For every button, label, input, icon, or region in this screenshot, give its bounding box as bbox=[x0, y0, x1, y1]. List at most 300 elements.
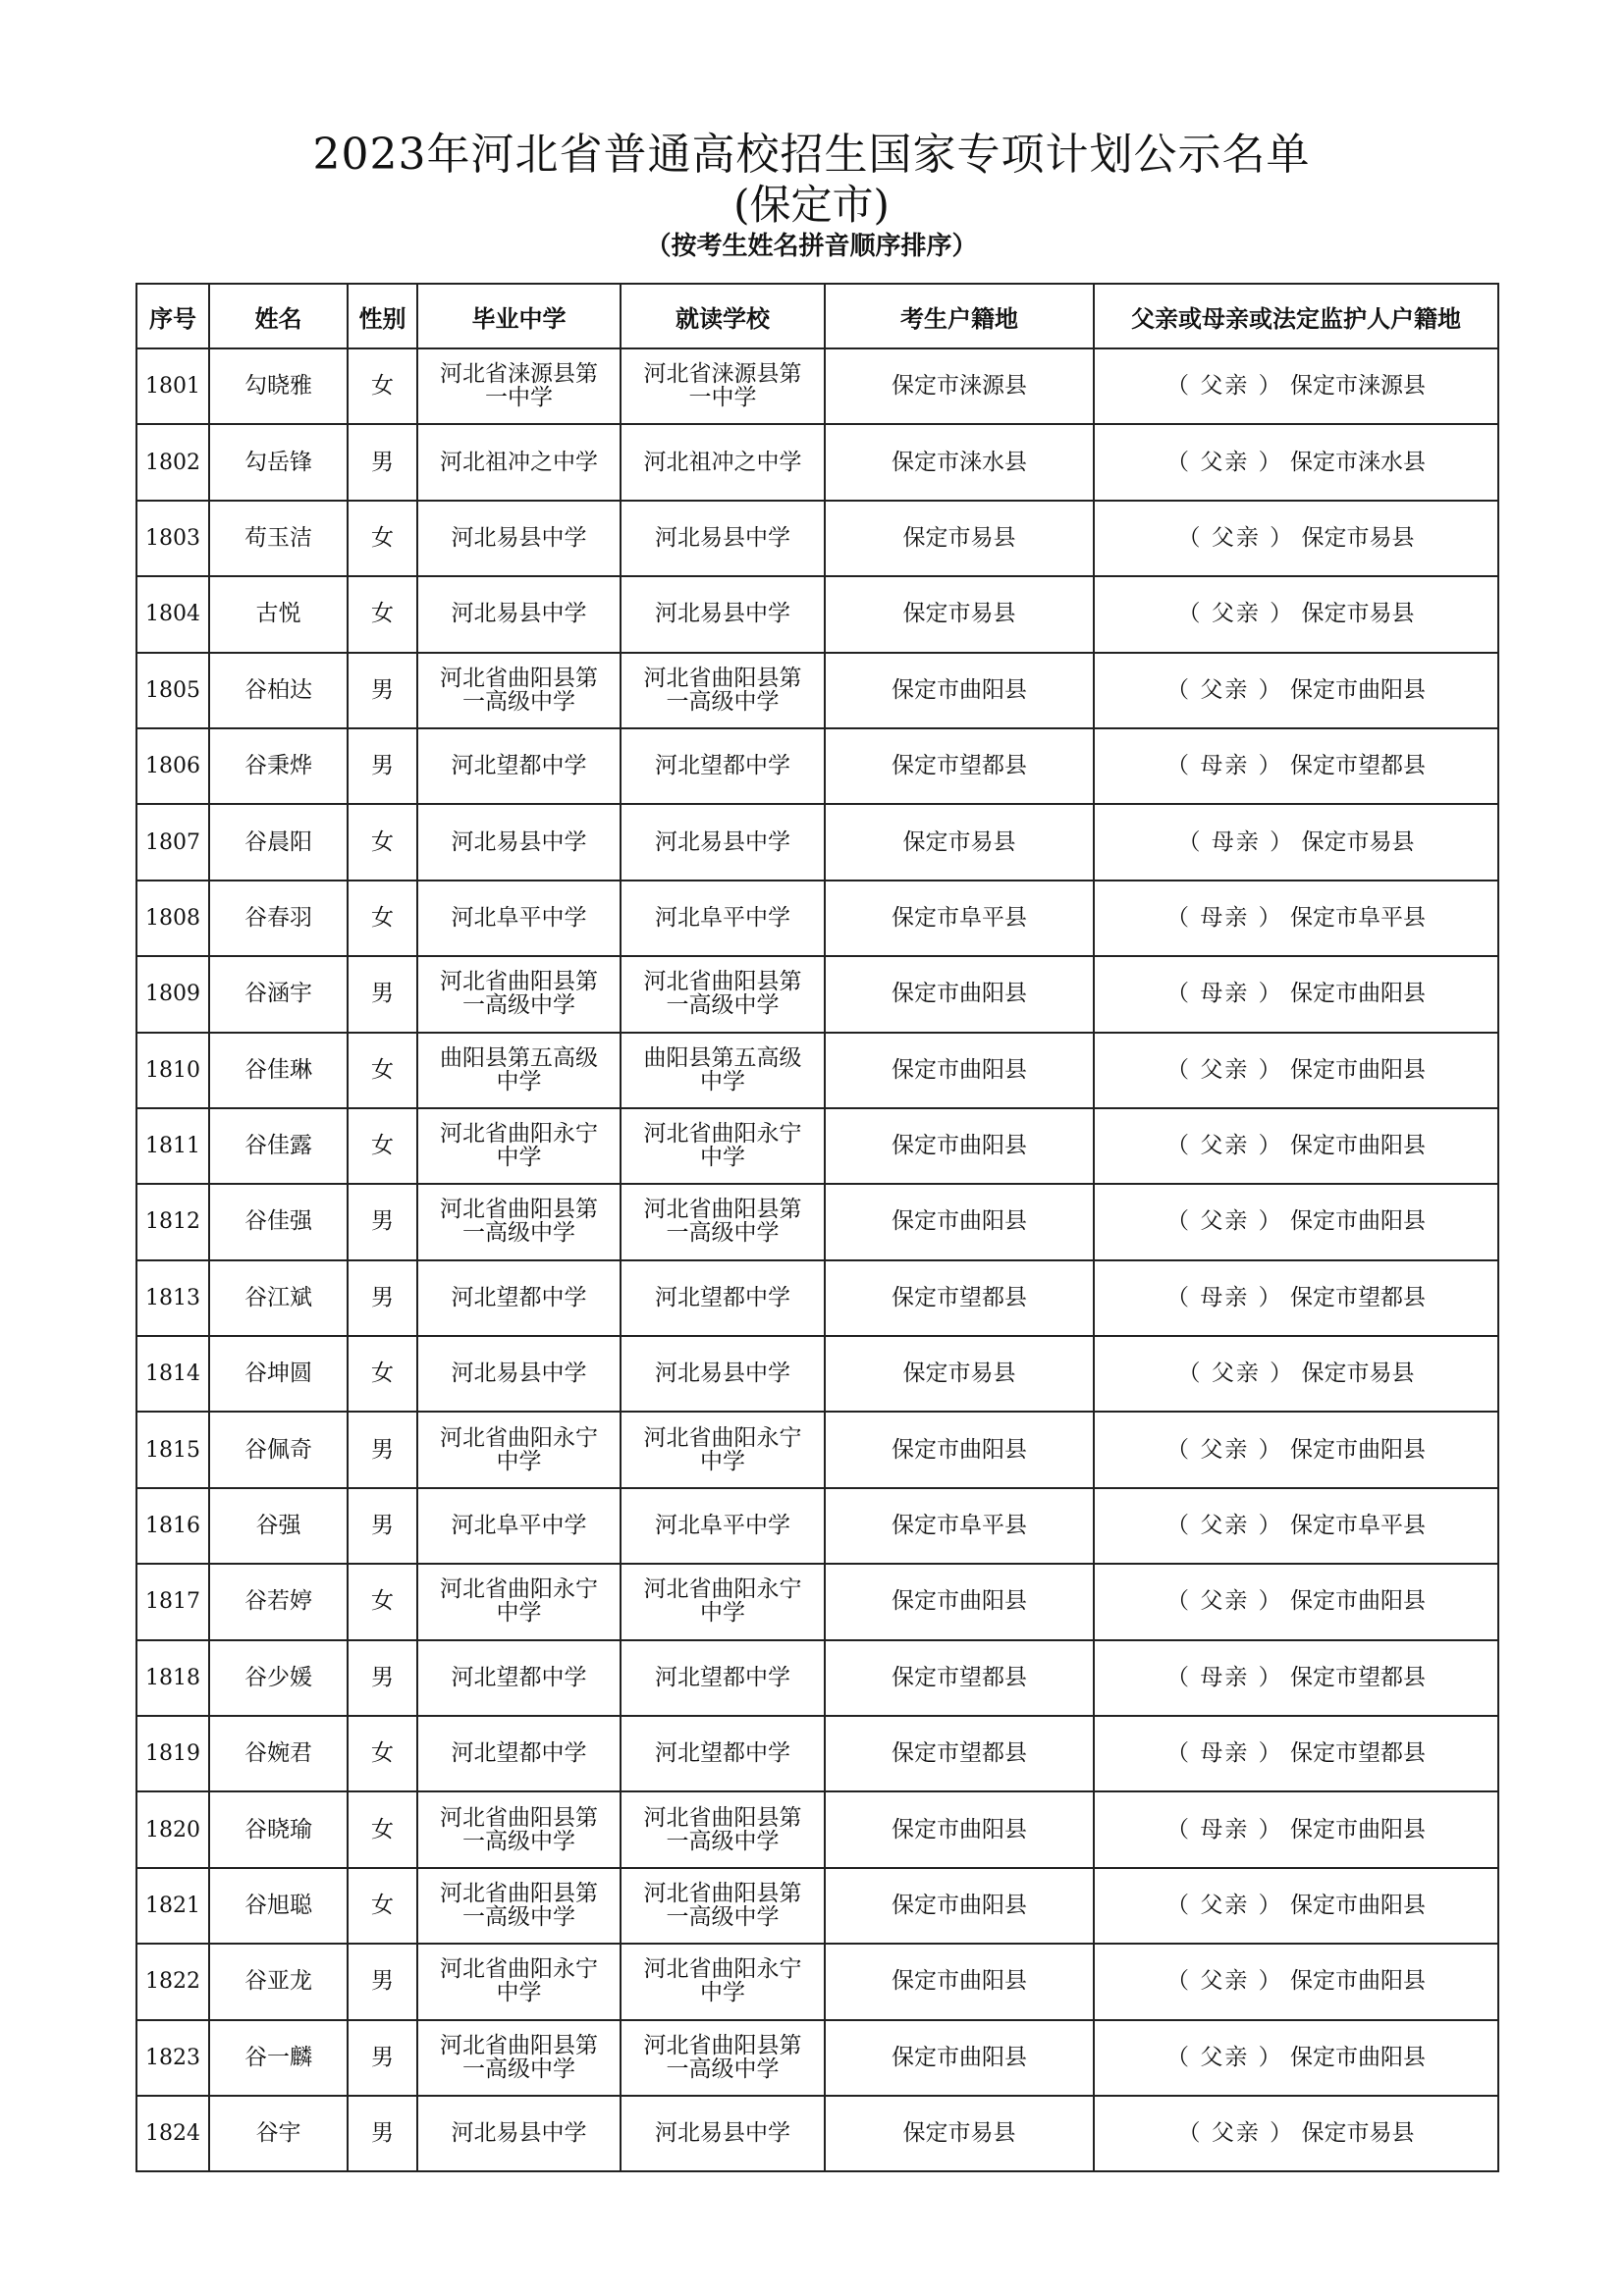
table-row bbox=[136, 1108, 1498, 1184]
guardian-place: 保定市阜平县 bbox=[1289, 904, 1426, 931]
cell-household: 保定市曲阳县 bbox=[825, 1944, 1094, 2019]
table-row bbox=[136, 1868, 1498, 1944]
guardian-relation: （ 父亲 ） bbox=[1177, 524, 1295, 551]
cell-gender: 男 bbox=[348, 1412, 417, 1487]
guardian-relation: （ 母亲 ） bbox=[1166, 1740, 1283, 1767]
table-row bbox=[136, 728, 1498, 804]
guardian-place: 保定市曲阳县 bbox=[1289, 1208, 1426, 1235]
cell-household: 保定市望都县 bbox=[825, 1716, 1094, 1791]
cell-gender: 女 bbox=[348, 501, 417, 576]
cell-grad-school-text: 河北省曲阳永宁中学 bbox=[440, 1956, 598, 2006]
cell-grad-school-text: 河北省曲阳县第一高级中学 bbox=[440, 665, 598, 715]
cell-grad-school-text: 河北望都中学 bbox=[451, 1664, 587, 1690]
cell-current-school bbox=[621, 1412, 825, 1487]
cell-name: 谷秉烨 bbox=[209, 728, 348, 804]
cell-gender: 男 bbox=[348, 728, 417, 804]
header-grad-school: 毕业中学 bbox=[417, 284, 621, 348]
cell-grad-school-text: 河北易县中学 bbox=[451, 601, 587, 627]
cell-grad-school bbox=[417, 501, 621, 576]
cell-grad-school-text: 河北易县中学 bbox=[451, 2120, 587, 2147]
cell-name: 谷佳强 bbox=[209, 1184, 348, 1259]
cell-gender: 女 bbox=[348, 348, 417, 424]
cell-current-school bbox=[621, 804, 825, 880]
cell-household: 保定市曲阳县 bbox=[825, 1412, 1094, 1487]
cell-grad-school bbox=[417, 1108, 621, 1184]
guardian-relation: （ 母亲 ） bbox=[1166, 904, 1283, 931]
guardian-relation: （ 父亲 ） bbox=[1166, 1893, 1283, 1918]
table-row bbox=[136, 1260, 1498, 1336]
cell-guardian bbox=[1094, 1033, 1498, 1108]
cell-grad-school-text: 河北省曲阳县第一高级中学 bbox=[440, 1804, 598, 1854]
cell-current-school bbox=[621, 1108, 825, 1184]
guardian-place: 保定市曲阳县 bbox=[1289, 1056, 1426, 1083]
cell-current-school-text: 曲阳县第五高级中学 bbox=[643, 1044, 802, 1095]
table-row bbox=[136, 501, 1498, 576]
cell-current-school bbox=[621, 2096, 825, 2171]
cell-grad-school-text: 河北省曲阳县第一高级中学 bbox=[440, 969, 598, 1019]
cell-guardian bbox=[1094, 653, 1498, 728]
table-row bbox=[136, 1791, 1498, 1867]
guardian-relation: （ 父亲 ） bbox=[1166, 1588, 1283, 1615]
cell-gender: 女 bbox=[348, 1336, 417, 1412]
cell-seq: 1808 bbox=[136, 881, 209, 956]
guardian-relation: （ 父亲 ） bbox=[1166, 1133, 1283, 1159]
table-row bbox=[136, 1944, 1498, 2019]
cell-name: 谷春羽 bbox=[209, 881, 348, 956]
table-row bbox=[136, 1564, 1498, 1639]
cell-gender: 男 bbox=[348, 1260, 417, 1336]
cell-grad-school-text: 河北省曲阳县第一高级中学 bbox=[440, 1197, 598, 1247]
cell-household: 保定市曲阳县 bbox=[825, 2020, 1094, 2096]
cell-current-school-text: 河北省曲阳县第一高级中学 bbox=[643, 665, 802, 715]
cell-gender: 女 bbox=[348, 881, 417, 956]
cell-grad-school-text: 河北省曲阳永宁中学 bbox=[440, 1424, 598, 1474]
cell-seq: 1824 bbox=[136, 2096, 209, 2171]
cell-grad-school-text: 河北望都中学 bbox=[451, 753, 587, 779]
table-row bbox=[136, 804, 1498, 880]
cell-name: 谷亚龙 bbox=[209, 1944, 348, 2019]
guardian-relation: （ 父亲 ） bbox=[1166, 449, 1283, 475]
guardian-place: 保定市曲阳县 bbox=[1289, 676, 1426, 703]
cell-household: 保定市望都县 bbox=[825, 728, 1094, 804]
guardian-relation: （ 父亲 ） bbox=[1166, 676, 1283, 703]
guardian-place: 保定市望都县 bbox=[1289, 753, 1426, 779]
cell-current-school bbox=[621, 728, 825, 804]
cell-household: 保定市曲阳县 bbox=[825, 1184, 1094, 1259]
cell-name: 谷柏达 bbox=[209, 653, 348, 728]
cell-current-school-text: 河北易县中学 bbox=[655, 828, 790, 855]
guardian-place: 保定市曲阳县 bbox=[1289, 1968, 1426, 1995]
cell-gender: 女 bbox=[348, 1716, 417, 1791]
guardian-place: 保定市望都县 bbox=[1289, 1664, 1426, 1690]
cell-name: 谷佳露 bbox=[209, 1108, 348, 1184]
cell-household: 保定市曲阳县 bbox=[825, 956, 1094, 1032]
cell-gender: 男 bbox=[348, 2096, 417, 2171]
guardian-relation: （ 父亲 ） bbox=[1177, 2120, 1295, 2147]
cell-name: 谷佩奇 bbox=[209, 1412, 348, 1487]
guardian-place: 保定市涞源县 bbox=[1289, 373, 1426, 400]
cell-current-school-text: 河北望都中学 bbox=[655, 1740, 790, 1767]
cell-grad-school-text: 河北省曲阳永宁中学 bbox=[440, 1121, 598, 1171]
guardian-place: 保定市易县 bbox=[1301, 524, 1415, 551]
guardian-place: 保定市易县 bbox=[1301, 1361, 1415, 1387]
cell-household: 保定市阜平县 bbox=[825, 1488, 1094, 1564]
cell-current-school bbox=[621, 1184, 825, 1259]
cell-grad-school-text: 曲阳县第五高级中学 bbox=[440, 1044, 598, 1095]
table-row bbox=[136, 956, 1498, 1032]
guardian-relation: （ 母亲 ） bbox=[1166, 1664, 1283, 1690]
guardian-relation: （ 母亲 ） bbox=[1166, 1816, 1283, 1842]
table-header-row bbox=[136, 284, 1498, 348]
cell-name: 勾岳锋 bbox=[209, 424, 348, 500]
cell-seq: 1821 bbox=[136, 1868, 209, 1944]
cell-guardian bbox=[1094, 728, 1498, 804]
cell-current-school-text: 河北省曲阳永宁中学 bbox=[643, 1576, 802, 1627]
cell-guardian bbox=[1094, 501, 1498, 576]
cell-grad-school bbox=[417, 576, 621, 652]
cell-current-school-text: 河北易县中学 bbox=[655, 601, 790, 627]
cell-grad-school-text: 河北易县中学 bbox=[451, 524, 587, 551]
cell-name: 古悦 bbox=[209, 576, 348, 652]
cell-guardian bbox=[1094, 1944, 1498, 2019]
table-row bbox=[136, 881, 1498, 956]
cell-current-school-text: 河北省曲阳永宁中学 bbox=[643, 1121, 802, 1171]
cell-grad-school bbox=[417, 1033, 621, 1108]
cell-grad-school-text: 河北省曲阳永宁中学 bbox=[440, 1576, 598, 1627]
guardian-place: 保定市望都县 bbox=[1289, 1740, 1426, 1767]
cell-household: 保定市曲阳县 bbox=[825, 653, 1094, 728]
guardian-place: 保定市易县 bbox=[1301, 828, 1415, 855]
cell-current-school bbox=[621, 501, 825, 576]
cell-name: 谷涵宇 bbox=[209, 956, 348, 1032]
table-row bbox=[136, 1488, 1498, 1564]
cell-gender: 女 bbox=[348, 1564, 417, 1639]
cell-grad-school-text: 河北省曲阳县第一高级中学 bbox=[440, 1881, 598, 1930]
cell-gender: 女 bbox=[348, 804, 417, 880]
cell-current-school-text: 河北望都中学 bbox=[655, 1284, 790, 1310]
cell-gender: 男 bbox=[348, 653, 417, 728]
cell-grad-school bbox=[417, 1336, 621, 1412]
table-row bbox=[136, 2020, 1498, 2096]
cell-grad-school bbox=[417, 1412, 621, 1487]
cell-seq: 1809 bbox=[136, 956, 209, 1032]
cell-guardian bbox=[1094, 1868, 1498, 1944]
cell-household: 保定市曲阳县 bbox=[825, 1791, 1094, 1867]
cell-guardian bbox=[1094, 1412, 1498, 1487]
cell-name: 苟玉洁 bbox=[209, 501, 348, 576]
cell-seq: 1810 bbox=[136, 1033, 209, 1108]
cell-gender: 男 bbox=[348, 1184, 417, 1259]
cell-name: 勾晓雅 bbox=[209, 348, 348, 424]
cell-grad-school bbox=[417, 1791, 621, 1867]
cell-grad-school-text: 河北省曲阳县第一高级中学 bbox=[440, 2032, 598, 2082]
cell-name: 谷晓瑜 bbox=[209, 1791, 348, 1867]
cell-name: 谷若婷 bbox=[209, 1564, 348, 1639]
cell-current-school-text: 河北省曲阳县第一高级中学 bbox=[643, 1804, 802, 1854]
cell-gender: 男 bbox=[348, 424, 417, 500]
cell-grad-school bbox=[417, 1564, 621, 1639]
cell-current-school bbox=[621, 1640, 825, 1716]
cell-grad-school-text: 河北易县中学 bbox=[451, 1361, 587, 1387]
guardian-relation: （ 父亲 ） bbox=[1166, 1208, 1283, 1235]
header-guardian: 父亲或母亲或法定监护人户籍地 bbox=[1094, 284, 1498, 348]
cell-guardian bbox=[1094, 1488, 1498, 1564]
cell-gender: 女 bbox=[348, 1033, 417, 1108]
cell-grad-school bbox=[417, 348, 621, 424]
cell-guardian bbox=[1094, 1716, 1498, 1791]
cell-current-school-text: 河北易县中学 bbox=[655, 2120, 790, 2147]
table-row bbox=[136, 1033, 1498, 1108]
table-row bbox=[136, 653, 1498, 728]
cell-guardian bbox=[1094, 1108, 1498, 1184]
cell-name: 谷江斌 bbox=[209, 1260, 348, 1336]
page-title: 2023年河北省普通高校招生国家专项计划公示名单 bbox=[312, 130, 1311, 180]
cell-current-school-text: 河北望都中学 bbox=[655, 1664, 790, 1690]
cell-grad-school bbox=[417, 1488, 621, 1564]
cell-seq: 1807 bbox=[136, 804, 209, 880]
cell-guardian bbox=[1094, 1640, 1498, 1716]
cell-current-school-text: 河北省曲阳永宁中学 bbox=[643, 1956, 802, 2006]
cell-grad-school bbox=[417, 2096, 621, 2171]
cell-seq: 1801 bbox=[136, 348, 209, 424]
cell-current-school bbox=[621, 956, 825, 1032]
table-row bbox=[136, 1336, 1498, 1412]
header-current-school: 就读学校 bbox=[621, 284, 825, 348]
cell-current-school bbox=[621, 1944, 825, 2019]
cell-household: 保定市望都县 bbox=[825, 1640, 1094, 1716]
cell-seq: 1811 bbox=[136, 1108, 209, 1184]
cell-household: 保定市涞水县 bbox=[825, 424, 1094, 500]
cell-current-school bbox=[621, 1488, 825, 1564]
cell-current-school bbox=[621, 2020, 825, 2096]
cell-seq: 1815 bbox=[136, 1412, 209, 1487]
cell-grad-school bbox=[417, 424, 621, 500]
cell-current-school-text: 河北省涞源县第一中学 bbox=[643, 361, 802, 411]
cell-gender: 女 bbox=[348, 1108, 417, 1184]
cell-name: 谷佳琳 bbox=[209, 1033, 348, 1108]
guardian-place: 保定市阜平县 bbox=[1289, 1513, 1426, 1539]
guardian-relation: （ 父亲 ） bbox=[1166, 1436, 1283, 1463]
cell-current-school-text: 河北省曲阳县第一高级中学 bbox=[643, 2032, 802, 2082]
cell-grad-school-text: 河北易县中学 bbox=[451, 828, 587, 855]
cell-grad-school-text: 河北望都中学 bbox=[451, 1284, 587, 1310]
table-row bbox=[136, 2096, 1498, 2171]
cell-name: 谷婉君 bbox=[209, 1716, 348, 1791]
guardian-place: 保定市曲阳县 bbox=[1289, 981, 1426, 1007]
guardian-relation: （ 母亲 ） bbox=[1166, 1284, 1283, 1310]
cell-household: 保定市阜平县 bbox=[825, 881, 1094, 956]
guardian-place: 保定市易县 bbox=[1301, 601, 1415, 627]
cell-gender: 男 bbox=[348, 1640, 417, 1716]
cell-name: 谷一麟 bbox=[209, 2020, 348, 2096]
cell-household: 保定市曲阳县 bbox=[825, 1033, 1094, 1108]
guardian-relation: （ 父亲 ） bbox=[1177, 1361, 1295, 1387]
cell-guardian bbox=[1094, 2096, 1498, 2171]
table-row bbox=[136, 348, 1498, 424]
cell-household: 保定市涞源县 bbox=[825, 348, 1094, 424]
cell-guardian bbox=[1094, 1184, 1498, 1259]
guardian-place: 保定市望都县 bbox=[1289, 1284, 1426, 1310]
cell-household: 保定市易县 bbox=[825, 1336, 1094, 1412]
cell-current-school bbox=[621, 1868, 825, 1944]
cell-current-school bbox=[621, 653, 825, 728]
header-name: 姓名 bbox=[209, 284, 348, 348]
cell-current-school-text: 河北易县中学 bbox=[655, 524, 790, 551]
guardian-relation: （ 母亲 ） bbox=[1177, 828, 1295, 855]
cell-current-school bbox=[621, 881, 825, 956]
guardian-relation: （ 父亲 ） bbox=[1177, 601, 1295, 627]
cell-gender: 女 bbox=[348, 1791, 417, 1867]
cell-gender: 男 bbox=[348, 1488, 417, 1564]
guardian-place: 保定市曲阳县 bbox=[1289, 1133, 1426, 1159]
cell-gender: 女 bbox=[348, 576, 417, 652]
cell-grad-school bbox=[417, 1260, 621, 1336]
cell-grad-school bbox=[417, 1868, 621, 1944]
cell-name: 谷宇 bbox=[209, 2096, 348, 2171]
cell-grad-school bbox=[417, 653, 621, 728]
cell-current-school-text: 河北望都中学 bbox=[655, 753, 790, 779]
cell-current-school-text: 河北易县中学 bbox=[655, 1361, 790, 1387]
cell-current-school bbox=[621, 1033, 825, 1108]
header-household: 考生户籍地 bbox=[825, 284, 1094, 348]
cell-grad-school-text: 河北阜平中学 bbox=[451, 904, 587, 931]
cell-household: 保定市易县 bbox=[825, 804, 1094, 880]
cell-guardian bbox=[1094, 2020, 1498, 2096]
cell-gender: 男 bbox=[348, 2020, 417, 2096]
cell-current-school-text: 河北省曲阳永宁中学 bbox=[643, 1424, 802, 1474]
cell-current-school-text: 河北祖冲之中学 bbox=[643, 449, 802, 475]
guardian-place: 保定市易县 bbox=[1301, 2120, 1415, 2147]
guardian-place: 保定市曲阳县 bbox=[1289, 1588, 1426, 1615]
cell-seq: 1812 bbox=[136, 1184, 209, 1259]
cell-name: 谷旭聪 bbox=[209, 1868, 348, 1944]
table-row bbox=[136, 1412, 1498, 1487]
cell-seq: 1823 bbox=[136, 2020, 209, 2096]
cell-guardian bbox=[1094, 424, 1498, 500]
table-row bbox=[136, 1184, 1498, 1259]
cell-current-school-text: 河北阜平中学 bbox=[655, 904, 790, 931]
cell-name: 谷少媛 bbox=[209, 1640, 348, 1716]
guardian-relation: （ 父亲 ） bbox=[1166, 373, 1283, 400]
guardian-relation: （ 母亲 ） bbox=[1166, 981, 1283, 1007]
cell-grad-school bbox=[417, 1184, 621, 1259]
cell-current-school-text: 河北阜平中学 bbox=[655, 1513, 790, 1539]
cell-household: 保定市曲阳县 bbox=[825, 1564, 1094, 1639]
cell-guardian bbox=[1094, 576, 1498, 652]
cell-seq: 1806 bbox=[136, 728, 209, 804]
cell-grad-school bbox=[417, 728, 621, 804]
cell-household: 保定市易县 bbox=[825, 2096, 1094, 2171]
cell-household: 保定市曲阳县 bbox=[825, 1108, 1094, 1184]
cell-grad-school bbox=[417, 956, 621, 1032]
cell-guardian bbox=[1094, 1564, 1498, 1639]
cell-gender: 男 bbox=[348, 1944, 417, 2019]
cell-grad-school bbox=[417, 1716, 621, 1791]
cell-grad-school-text: 河北阜平中学 bbox=[451, 1513, 587, 1539]
cell-seq: 1804 bbox=[136, 576, 209, 652]
cell-seq: 1818 bbox=[136, 1640, 209, 1716]
table-row bbox=[136, 424, 1498, 500]
cell-household: 保定市曲阳县 bbox=[825, 1868, 1094, 1944]
page-subtitle: (保定市) bbox=[733, 181, 890, 229]
cell-name: 谷坤圆 bbox=[209, 1336, 348, 1412]
cell-seq: 1816 bbox=[136, 1488, 209, 1564]
guardian-place: 保定市曲阳县 bbox=[1289, 1436, 1426, 1463]
cell-household: 保定市易县 bbox=[825, 501, 1094, 576]
cell-seq: 1820 bbox=[136, 1791, 209, 1867]
cell-name: 谷强 bbox=[209, 1488, 348, 1564]
cell-seq: 1813 bbox=[136, 1260, 209, 1336]
cell-current-school bbox=[621, 1716, 825, 1791]
cell-seq: 1805 bbox=[136, 653, 209, 728]
cell-current-school-text: 河北省曲阳县第一高级中学 bbox=[643, 969, 802, 1019]
cell-guardian bbox=[1094, 1336, 1498, 1412]
cell-gender: 女 bbox=[348, 1868, 417, 1944]
guardian-relation: （ 父亲 ） bbox=[1166, 1968, 1283, 1995]
sort-note: （按考生姓名拼音顺序排序） bbox=[645, 232, 978, 261]
table-row bbox=[136, 1640, 1498, 1716]
guardian-relation: （ 父亲 ） bbox=[1166, 2044, 1283, 2070]
cell-guardian bbox=[1094, 804, 1498, 880]
cell-current-school bbox=[621, 576, 825, 652]
cell-guardian bbox=[1094, 881, 1498, 956]
cell-grad-school bbox=[417, 1944, 621, 2019]
cell-current-school bbox=[621, 1260, 825, 1336]
header-gender: 性别 bbox=[348, 284, 417, 348]
cell-name: 谷晨阳 bbox=[209, 804, 348, 880]
cell-grad-school bbox=[417, 881, 621, 956]
cell-gender: 男 bbox=[348, 956, 417, 1032]
guardian-relation: （ 母亲 ） bbox=[1166, 753, 1283, 779]
cell-grad-school bbox=[417, 2020, 621, 2096]
table-row bbox=[136, 1716, 1498, 1791]
header-seq: 序号 bbox=[136, 284, 209, 348]
cell-guardian bbox=[1094, 1791, 1498, 1867]
cell-seq: 1817 bbox=[136, 1564, 209, 1639]
guardian-relation: （ 父亲 ） bbox=[1166, 1513, 1283, 1539]
guardian-place: 保定市曲阳县 bbox=[1289, 1893, 1426, 1918]
cell-seq: 1814 bbox=[136, 1336, 209, 1412]
roster-table bbox=[135, 283, 1499, 2172]
cell-current-school bbox=[621, 1791, 825, 1867]
table-body bbox=[136, 348, 1498, 2171]
cell-seq: 1802 bbox=[136, 424, 209, 500]
cell-household: 保定市易县 bbox=[825, 576, 1094, 652]
cell-current-school bbox=[621, 348, 825, 424]
table-row bbox=[136, 576, 1498, 652]
cell-grad-school bbox=[417, 1640, 621, 1716]
cell-current-school-text: 河北省曲阳县第一高级中学 bbox=[643, 1881, 802, 1930]
guardian-relation: （ 父亲 ） bbox=[1166, 1056, 1283, 1083]
cell-guardian bbox=[1094, 956, 1498, 1032]
cell-seq: 1803 bbox=[136, 501, 209, 576]
cell-grad-school-text: 河北省涞源县第一中学 bbox=[440, 361, 598, 411]
cell-current-school bbox=[621, 1336, 825, 1412]
cell-guardian bbox=[1094, 348, 1498, 424]
cell-grad-school bbox=[417, 804, 621, 880]
cell-current-school bbox=[621, 1564, 825, 1639]
cell-grad-school-text: 河北祖冲之中学 bbox=[440, 449, 598, 475]
cell-current-school-text: 河北省曲阳县第一高级中学 bbox=[643, 1197, 802, 1247]
guardian-place: 保定市曲阳县 bbox=[1289, 1816, 1426, 1842]
cell-grad-school-text: 河北望都中学 bbox=[451, 1740, 587, 1767]
cell-seq: 1819 bbox=[136, 1716, 209, 1791]
cell-guardian bbox=[1094, 1260, 1498, 1336]
guardian-place: 保定市涞水县 bbox=[1289, 449, 1426, 475]
cell-household: 保定市望都县 bbox=[825, 1260, 1094, 1336]
cell-current-school bbox=[621, 424, 825, 500]
guardian-place: 保定市曲阳县 bbox=[1289, 2044, 1426, 2070]
